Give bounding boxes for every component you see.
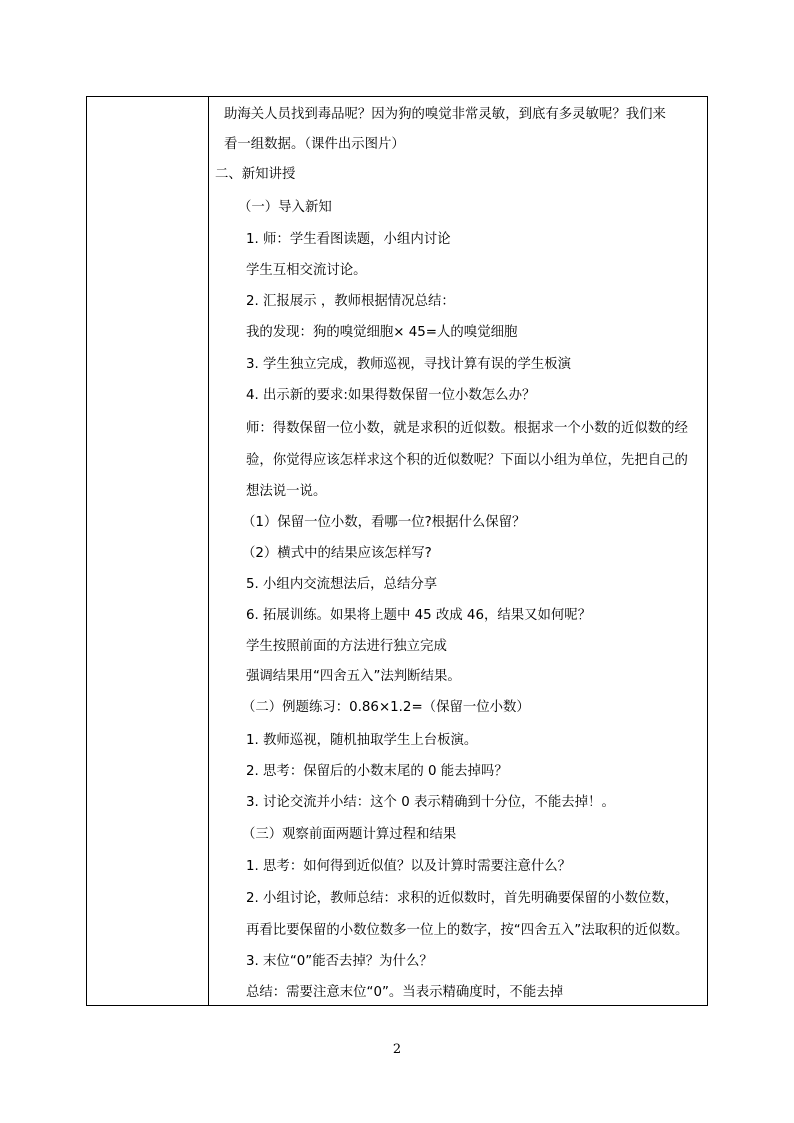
text-line: 学生按照前面的方法进行独立完成 [246,639,447,654]
text-line: （2）横式中的结果应该怎样写? [242,546,432,561]
text-line: 师：得数保留一位小数，就是求积的近似数。根据求一个小数的近似数的经 [246,421,688,436]
text-line: 我的发现：狗的嗅觉细胞× 45=人的嗅觉细胞 [246,325,518,340]
subsection-heading: （一）导入新知 [238,200,332,215]
text-line: 再看比要保留的小数位数多一位上的数字，按“四舍五入”法取积的近似数。 [246,923,689,938]
table-left-cell [87,97,209,1006]
text-line: 助海关人员找到毒品呢？因为狗的嗅觉非常灵敏，到底有多灵敏呢？我们来 [224,107,666,122]
text-line: 3. 末位“0”能否去掉？为什么？ [246,954,433,969]
text-line: 总结：需要注意末位“0”。当表示精确度时，不能去掉 [246,985,563,1000]
text-line: （1）保留一位小数，看哪一位?根据什么保留？ [242,515,526,530]
text-line: 1. 教师巡视，随机抽取学生上台板演。 [246,733,478,748]
subsection-heading: （三）观察前面两题计算过程和结果 [242,827,457,842]
text-line: 2. 汇报展示 ，教师根据情况总结： [246,294,455,309]
text-line: 强调结果用“四舍五入”法判断结果。 [246,669,461,684]
text-line: 6. 拓展训练。如果将上题中 45 改成 46，结果又如何呢？ [246,608,592,623]
text-line: 2. 小组讨论，教师总结：求积的近似数时，首先明确要保留的小数位数， [246,891,679,906]
table-row [87,97,708,1006]
text-line: 4. 出示新的要求:如果得数保留一位小数怎么办？ [246,388,536,403]
text-line: 1. 师：学生看图读题，小组内讨论 [246,232,451,247]
section-heading: 二、新知讲授 [215,167,296,182]
lesson-plan-table [86,96,708,1006]
text-line: 学生互相交流讨论。 [246,263,367,278]
text-line: 1. 思考：如何得到近似值？以及计算时需要注意什么？ [246,859,572,874]
text-line: 看一组数据。（课件出示图片） [224,137,405,152]
text-line: 3. 学生独立完成，教师巡视，寻找计算有误的学生板演 [246,357,572,372]
text-line: 验，你觉得应该怎样求这个积的近似数呢？下面以小组为单位，先把自己的 [246,453,688,468]
table-right-cell [209,97,708,1006]
text-line: 3. 讨论交流并小结：这个 0 表示精确到十分位，不能去掉！。 [246,795,615,810]
text-line: 想法说一说。 [246,484,327,499]
text-line: 5. 小组内交流想法后，总结分享 [246,577,438,592]
subsection-heading: （二）例题练习：0.86×1.2=（保留一位小数） [242,700,530,715]
text-line: 2. 思考：保留后的小数末尾的 0 能去掉吗？ [246,764,508,779]
page-number: 2 [392,1042,402,1057]
